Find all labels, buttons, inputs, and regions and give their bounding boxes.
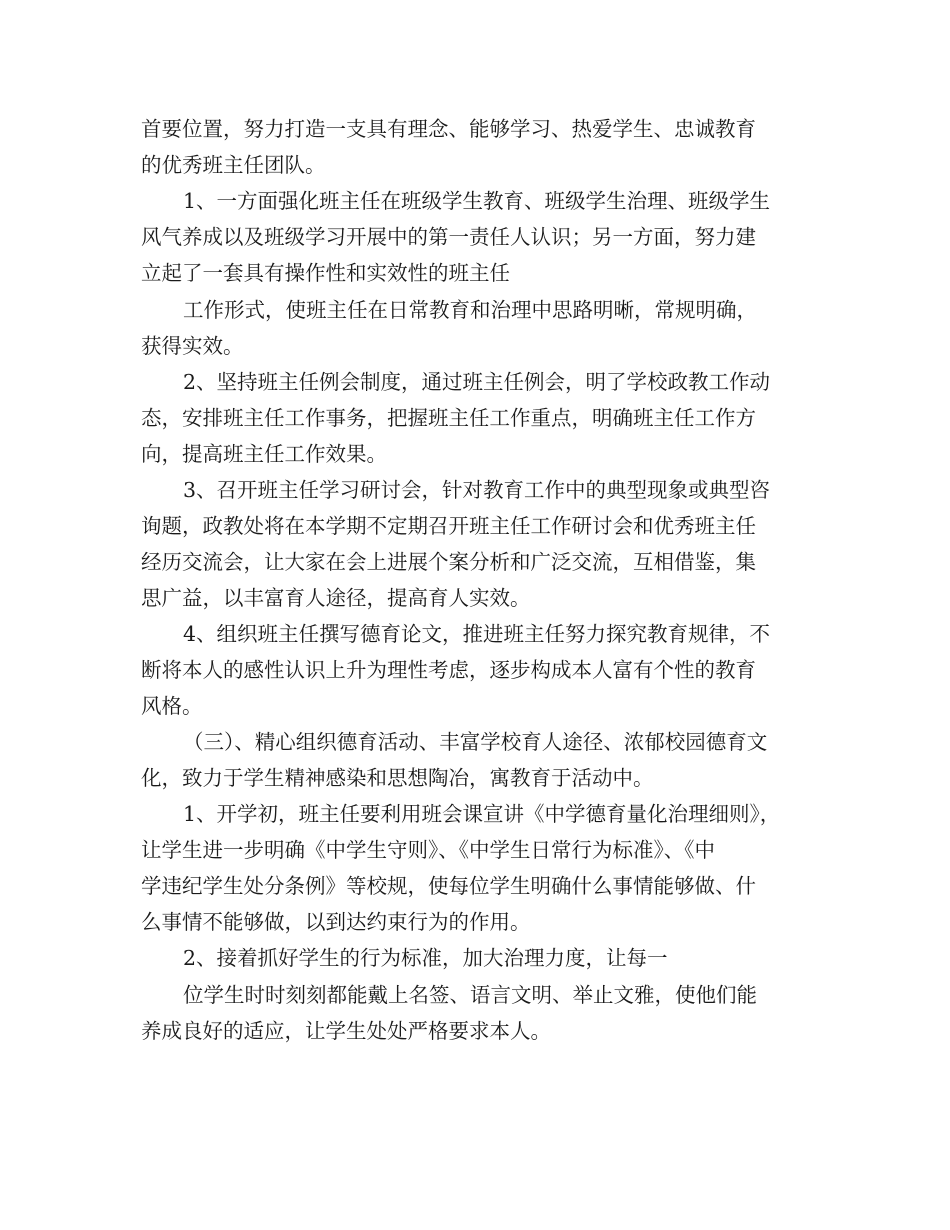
paragraph-start: 1、开学初，班主任要利用班会课宣讲《中学德育量化治理细则》， [183,802,781,826]
text-line: 立起了一套具有操作性和实效性的班主任 [141,261,510,285]
text-line: 风格。 [141,694,203,718]
paragraph-start: 2、坚持班主任例会制度，通过班主任例会，明了学校政教工作动 [183,370,771,394]
text-line: 化，致力于学生精神感染和思想陶冶，寓教育于活动中。 [141,766,654,790]
paragraph-start: 4、组织班主任撰写德育论文，推进班主任努力探究教育规律，不 [183,622,771,646]
paragraph-start: 3、召开班主任学习研讨会，针对教育工作中的典型现象或典型咨 [183,478,771,502]
paragraph-start: 1、一方面强化班主任在班级学生教育、班级学生治理、班级学生 [183,189,771,213]
text-line: 向，提高班主任工作效果。 [141,442,387,466]
section-heading: （三）、精心组织德育活动、丰富学校育人途径、浓郁校园德育文 [183,730,768,754]
text-line: 获得实效。 [141,334,244,358]
text-line: 询题，政教处将在本学期不定期召开班主任工作研讨会和优秀班主任 [141,514,756,538]
paragraph-start: 2、接着抓好学生的行为标准，加大治理力度，让每一 [183,946,668,970]
text-line: 态，安排班主任工作事务，把握班主任工作重点，明确班主任工作方 [141,406,756,430]
text-line: 风气养成以及班级学习开展中的第一责任人认识；另一方面，努力建 [141,225,756,249]
text-line: 养成良好的适应，让学生处处严格要求本人。 [141,1019,551,1043]
text-line: 思广益，以丰富育人途径，提高育人实效。 [141,586,531,610]
text-line: 首要位置，努力打造一支具有理念、能够学习、热爱学生、忠诚教育 [141,117,756,141]
text-line: 的优秀班主任团队。 [141,153,326,177]
text-line: 经历交流会，让大家在会上进展个案分析和广泛交流，互相借鉴，集 [141,550,756,574]
text-line: 让学生进一步明确《中学生守则》、《中学生日常行为标准》、《中 [141,838,715,862]
text-line: 么事情不能够做，以到达约束行为的作用。 [141,910,531,934]
text-line: 学违纪学生处分条例》等校规，使每位学生明确什么事情能够做、什 [141,874,756,898]
paragraph-start: 位学生时时刻刻都能戴上名签、语言文明、举止文雅，使他们能 [183,983,757,1007]
text-line: 断将本人的感性认识上升为理性考虑，逐步构成本人富有个性的教育 [141,658,756,682]
paragraph-start: 工作形式，使班主任在日常教育和治理中思路明晰，常规明确， [183,298,757,322]
